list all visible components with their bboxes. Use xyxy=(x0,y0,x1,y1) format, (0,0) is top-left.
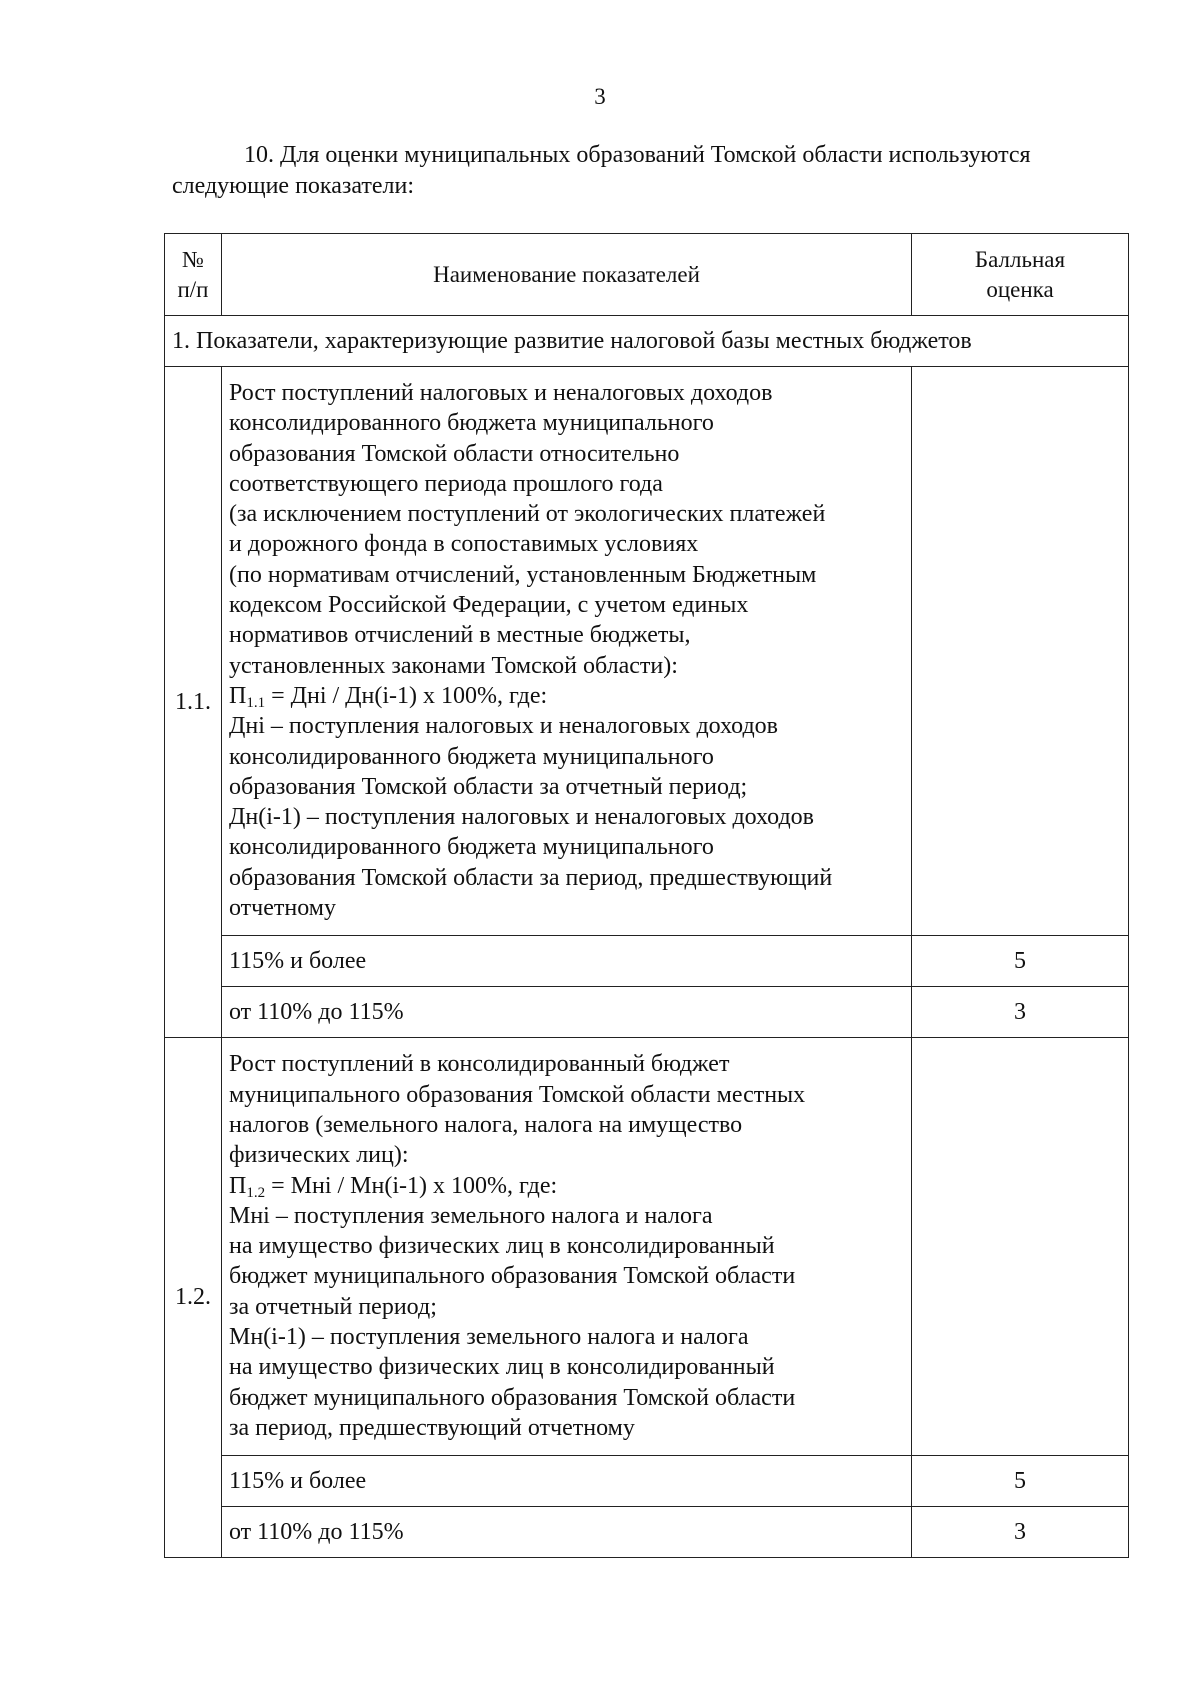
description-line: Рост поступлений налоговых и неналоговых доходов xyxy=(229,380,773,406)
indicator-row xyxy=(165,367,1129,936)
criterion-label: от 110% до 115% xyxy=(222,987,912,1038)
header-number xyxy=(165,234,222,316)
explanation-line: образования Томской области за период, предшествующий xyxy=(229,864,833,891)
header-indicator-name: Наименование показателей xyxy=(222,234,912,316)
table-header-row xyxy=(165,234,1129,316)
explanation-line: бюджет муниципального образования Томской области xyxy=(229,1263,796,1290)
header-number-abbrev: п/п xyxy=(177,276,209,302)
description-line: и дорожного фонда в сопоставимых условиях xyxy=(229,531,699,558)
formula-expression: = Днi / Дн(i-1) х 100%, где: xyxy=(265,682,548,709)
description-line: муниципального образования Томской области местных xyxy=(229,1081,806,1108)
explanation-line: образования Томской области за отчетный период; xyxy=(229,773,748,800)
formula-symbol: П xyxy=(229,682,247,709)
formula xyxy=(229,681,903,711)
criterion-score: 3 xyxy=(912,1507,1129,1558)
description-line: образования Томской области относительно xyxy=(229,440,680,467)
explanation-line: Дн(i-1) – поступления налоговых и неналоговых доходов xyxy=(229,804,814,831)
criterion-score: 3 xyxy=(912,987,1129,1038)
header-score-line2: оценка xyxy=(986,276,1054,302)
indicator-description xyxy=(222,367,912,936)
explanation-line: за отчетный период; xyxy=(229,1293,437,1320)
description-line: (по нормативам отчислений, установленным Бюджетным xyxy=(229,561,817,588)
criterion-row xyxy=(165,1456,1129,1507)
formula-symbol: П xyxy=(229,1172,247,1199)
header-number-symbol: № xyxy=(182,246,204,272)
description-line: кодексом Российской Федерации, с учетом единых xyxy=(229,592,749,619)
explanation-line: Днi – поступления налоговых и неналоговых доходов xyxy=(229,713,779,740)
explanation-line: консолидированного бюджета муниципального xyxy=(229,834,714,861)
description-line: нормативов отчислений в местные бюджеты, xyxy=(229,622,691,649)
explanation-line: на имущество физических лиц в консолидированный xyxy=(229,1233,775,1260)
criterion-label: 115% и более xyxy=(222,936,912,987)
section-row xyxy=(165,316,1129,367)
explanation-line: Мн(i-1) – поступления земельного налога и налога xyxy=(229,1324,749,1351)
description-line: соответствующего периода прошлого года xyxy=(229,470,663,497)
description-line: налогов (земельного налога, налога на имущество xyxy=(229,1111,743,1138)
criterion-row xyxy=(165,936,1129,987)
description-line: установленных законами Томской области): xyxy=(229,652,678,679)
indicator-row xyxy=(165,1038,1129,1456)
score-empty-cell xyxy=(912,367,1129,936)
header-score-line1: Балльная xyxy=(974,246,1066,272)
section-title: 1. Показатели, характеризующие развитие налоговой базы местных бюджетов xyxy=(165,316,1129,367)
score-empty-cell xyxy=(912,1038,1129,1456)
indicators-table xyxy=(164,233,1129,1558)
description-line: Рост поступлений в консолидированный бюджет xyxy=(229,1051,730,1078)
formula xyxy=(229,1171,903,1201)
formula-expression: = Мнi / Мн(i-1) х 100%, где: xyxy=(265,1172,558,1199)
description-line: физических лиц): xyxy=(229,1142,409,1169)
criterion-label: от 110% до 115% xyxy=(222,1507,912,1558)
explanation-line: Мнi – поступления земельного налога и налога xyxy=(229,1202,713,1229)
indicator-number: 1.2. xyxy=(165,1038,222,1558)
header-score xyxy=(912,234,1129,316)
criterion-label: 115% и более xyxy=(222,1456,912,1507)
indicator-description xyxy=(222,1038,912,1456)
criterion-row xyxy=(165,1507,1129,1558)
description-line: консолидированного бюджета муниципального xyxy=(229,410,714,437)
formula-subscript: 1.2 xyxy=(246,1184,266,1201)
indicator-number: 1.1. xyxy=(165,367,222,1038)
intro-paragraph: 10. Для оценки муниципальных образований Томской области используются следующие показатели: xyxy=(172,142,1031,199)
criterion-score: 5 xyxy=(912,936,1129,987)
explanation-line: за период, предшествующий отчетному xyxy=(229,1414,635,1441)
explanation-line: консолидированного бюджета муниципального xyxy=(229,743,714,770)
formula-subscript: 1.1 xyxy=(246,694,266,711)
page-number: 3 xyxy=(594,84,606,109)
explanation-line: отчетному xyxy=(229,895,336,922)
criterion-score: 5 xyxy=(912,1456,1129,1507)
criterion-row xyxy=(165,987,1129,1038)
explanation-line: бюджет муниципального образования Томской области xyxy=(229,1384,796,1411)
explanation-line: на имущество физических лиц в консолидированный xyxy=(229,1354,775,1381)
description-line: (за исключением поступлений от экологических платежей xyxy=(229,501,826,528)
